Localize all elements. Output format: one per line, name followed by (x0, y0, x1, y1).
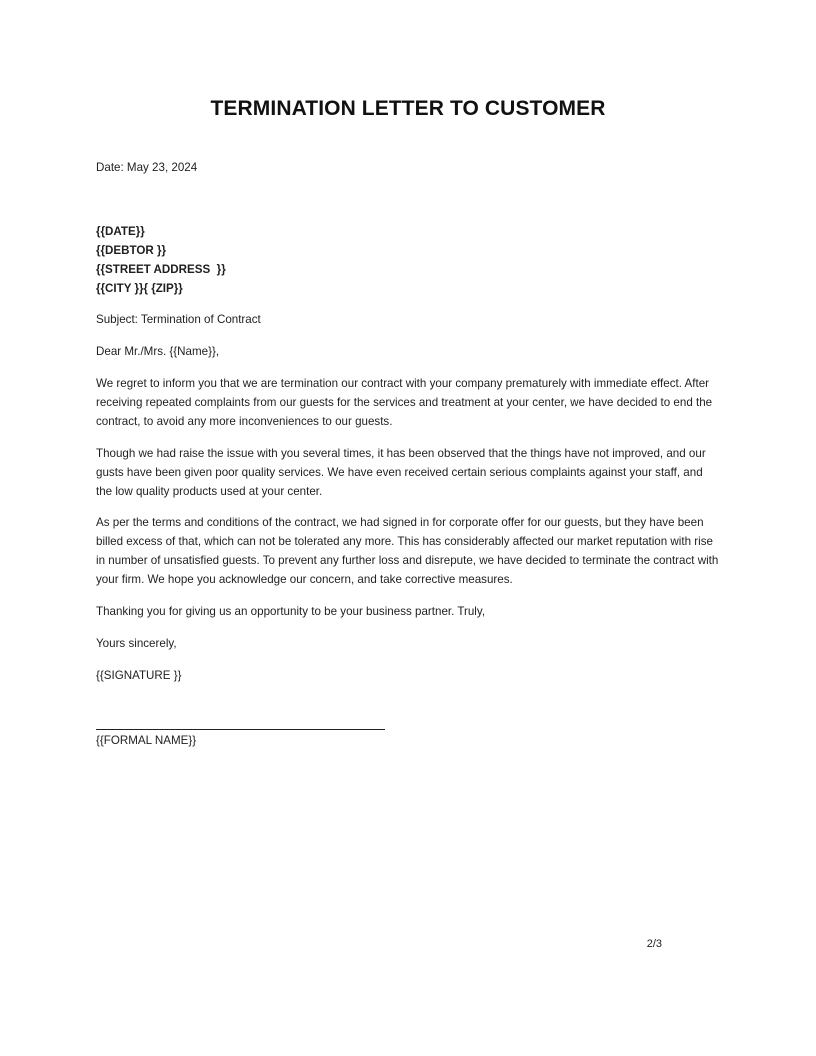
document-title: TERMINATION LETTER TO CUSTOMER (210, 97, 606, 120)
closing-line: Yours sincerely, (96, 637, 177, 650)
page-number: 2/3 (646, 938, 662, 950)
signature-line (96, 729, 385, 730)
thanks-line: Thanking you for giving us an opportunity to be your business partner. Truly, (96, 605, 486, 618)
address-line-date: {{DATE}} (96, 225, 145, 238)
signature-placeholder: {{SIGNATURE }} (96, 669, 182, 682)
salutation: Dear Mr./Mrs. {{Name}}, (96, 345, 220, 358)
subject-line: Subject: Termination of Contract (96, 313, 261, 326)
address-line-city-zip: {{CITY }}{ {ZIP}} (96, 282, 183, 295)
recipient-address-block (96, 222, 720, 298)
date-line: Date: May 23, 2024 (96, 161, 198, 174)
address-line-debtor: {{DEBTOR }} (96, 244, 167, 257)
address-line-street: {{STREET ADDRESS }} (96, 263, 226, 276)
paragraph-contract-terms: As per the terms and conditions of the contract, we had signed in for corporate offer for our guests, but they have been billed excess of that, which can not be tolerated any more. This has considerably affected our market reputation with rise in number of unsatisfied guests. To prevent any further loss and disrepute, we have decided to terminate the contract with your firm. We hope you acknowledge our concern, and take corrective measures. (96, 516, 719, 586)
paragraph-termination-notice: We regret to inform you that we are termination our contract with your company prematurely with immediate effect. After receiving repeated complaints from our guests for the services and treatment at your center, we have decided to end the contract, to avoid any more inconveniences to our guests. (96, 377, 713, 428)
formal-name-placeholder: {{FORMAL NAME}} (96, 734, 197, 747)
paragraph-issue-history: Though we had raise the issue with you several times, it has been observed that the things have not improved, and our gusts have been given poor quality services. We have even received certain serious complaints against your staff, and the low quality products used at your center. (96, 447, 706, 498)
